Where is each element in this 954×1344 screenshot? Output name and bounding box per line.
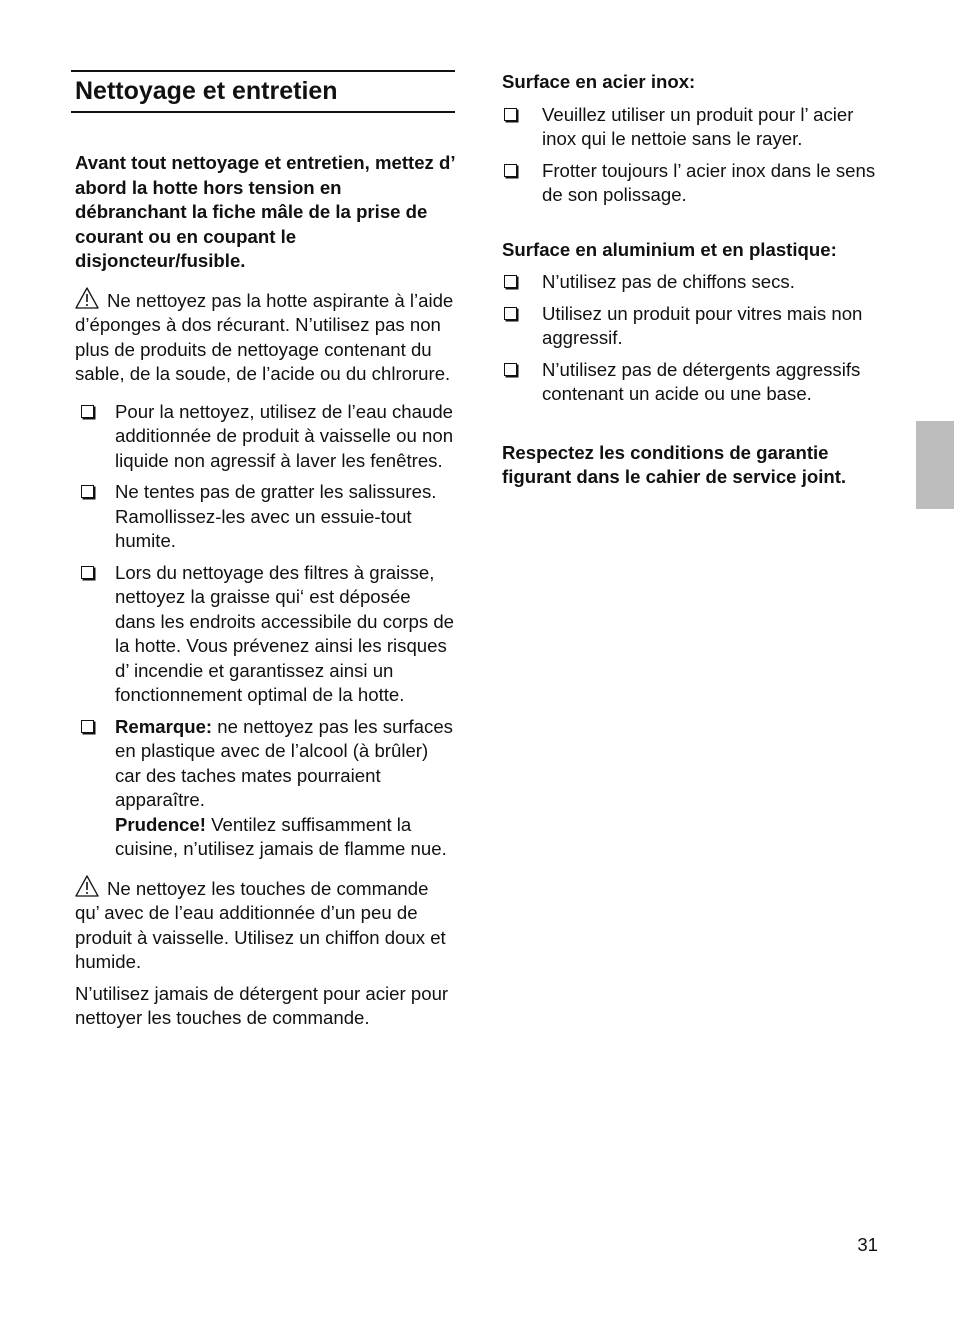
intro-warning-bold: Avant tout nettoyage et entretien, mettez d’ abord la hotte hors tension en débranchant la fiche mâle de la prise de courant ou en coupant le disjoncteur/fusible. bbox=[75, 152, 455, 271]
list-item-text: N’utilisez pas de chiffons secs. bbox=[542, 271, 795, 292]
checkbox-icon bbox=[504, 363, 517, 376]
prudence-text: Ventilez suffisamment la cuisine, n’utilisez jamais de flamme nue. bbox=[115, 813, 447, 859]
cleaning-instructions-list bbox=[75, 400, 455, 862]
alu-list bbox=[502, 270, 886, 407]
checkbox-icon bbox=[504, 108, 517, 121]
right-column bbox=[502, 70, 886, 490]
list-item bbox=[502, 302, 886, 351]
list-item-text: Veuillez utiliser un produit pour l’ acier inox qui le nettoie sans le rayer. bbox=[542, 103, 854, 149]
warning-text-2: Ne nettoyez les touches de commande qu’ avec de l’eau additionnée d’un peu de produit à vaisselle. Utilisez un chiffon doux et humide. bbox=[75, 877, 446, 972]
warranty-note: Respectez les conditions de garantie figurant dans le cahier de service joint. bbox=[502, 441, 847, 487]
list-item bbox=[75, 400, 455, 474]
inox-heading: Surface en acier inox: bbox=[502, 71, 696, 92]
list-item-text: Ne tentes pas de gratter les salissures. Ramollissez-les avec un essuie-tout humite. bbox=[115, 481, 437, 551]
list-item-text: N’utilisez pas de détergents aggressifs contenant un acide ou une base. bbox=[542, 358, 861, 404]
checkbox-icon bbox=[504, 307, 517, 320]
left-column bbox=[71, 70, 455, 1031]
checkbox-icon bbox=[504, 275, 517, 288]
section-tab-marker bbox=[916, 421, 954, 509]
list-item-text: Utilisez un produit pour vitres mais non aggressif. bbox=[542, 302, 863, 348]
list-item bbox=[502, 103, 886, 152]
checkbox-icon bbox=[81, 566, 94, 579]
remark-text: ne nettoyez pas les surfaces en plastique avec de l’alcool (à brûler) car des taches mates pourraient apparaître. bbox=[115, 715, 453, 810]
page-number: 31 bbox=[857, 1234, 878, 1255]
warning-triangle-icon bbox=[75, 875, 99, 897]
final-note: N’utilisez jamais de détergent pour acier pour nettoyer les touches de commande. bbox=[75, 982, 449, 1028]
alu-heading: Surface en aluminium et en plastique: bbox=[502, 238, 837, 260]
prudence-label: Prudence! bbox=[115, 813, 206, 835]
list-item bbox=[502, 159, 886, 208]
warning-triangle-icon bbox=[75, 287, 99, 309]
checkbox-icon bbox=[504, 164, 517, 177]
warning-text-1: Ne nettoyez pas la hotte aspirante à l’aide d’éponges à dos récurant. N’utilisez pas non plus de produits de nettoyage contenant du sable, de la soude, de l’acide ou du chlrorure. bbox=[75, 289, 454, 384]
list-item bbox=[502, 270, 886, 295]
list-item-text: Lors du nettoyage des filtres à graisse, nettoyez la graisse qui‘ est déposée dans les endroits accessibile du corps de la hotte. Vous prévenez ainsi les risques d’ incendie et garantissez ainsi un fonctionnement optimal de la hotte. bbox=[115, 561, 455, 705]
checkbox-icon bbox=[81, 720, 94, 733]
list-item bbox=[75, 480, 455, 554]
warning-paragraph-2 bbox=[75, 875, 455, 975]
checkbox-icon bbox=[81, 405, 94, 418]
remark-label: Remarque: bbox=[115, 715, 213, 737]
list-item-remark bbox=[75, 715, 455, 862]
warning-paragraph-1 bbox=[75, 287, 455, 387]
list-item-text: Frotter toujours l’ acier inox dans le sens de son polissage. bbox=[542, 159, 876, 205]
checkbox-icon bbox=[81, 485, 94, 498]
list-item-text: Pour la nettoyez, utilisez de l’eau chaude additionnée de produit à vaisselle ou non liquide non agressif à laver les fenêtres. bbox=[115, 400, 454, 471]
list-item bbox=[75, 561, 455, 708]
section-title: Nettoyage et entretien bbox=[75, 77, 338, 105]
list-item bbox=[502, 358, 886, 407]
section-title-box bbox=[71, 70, 455, 113]
inox-list bbox=[502, 103, 886, 208]
